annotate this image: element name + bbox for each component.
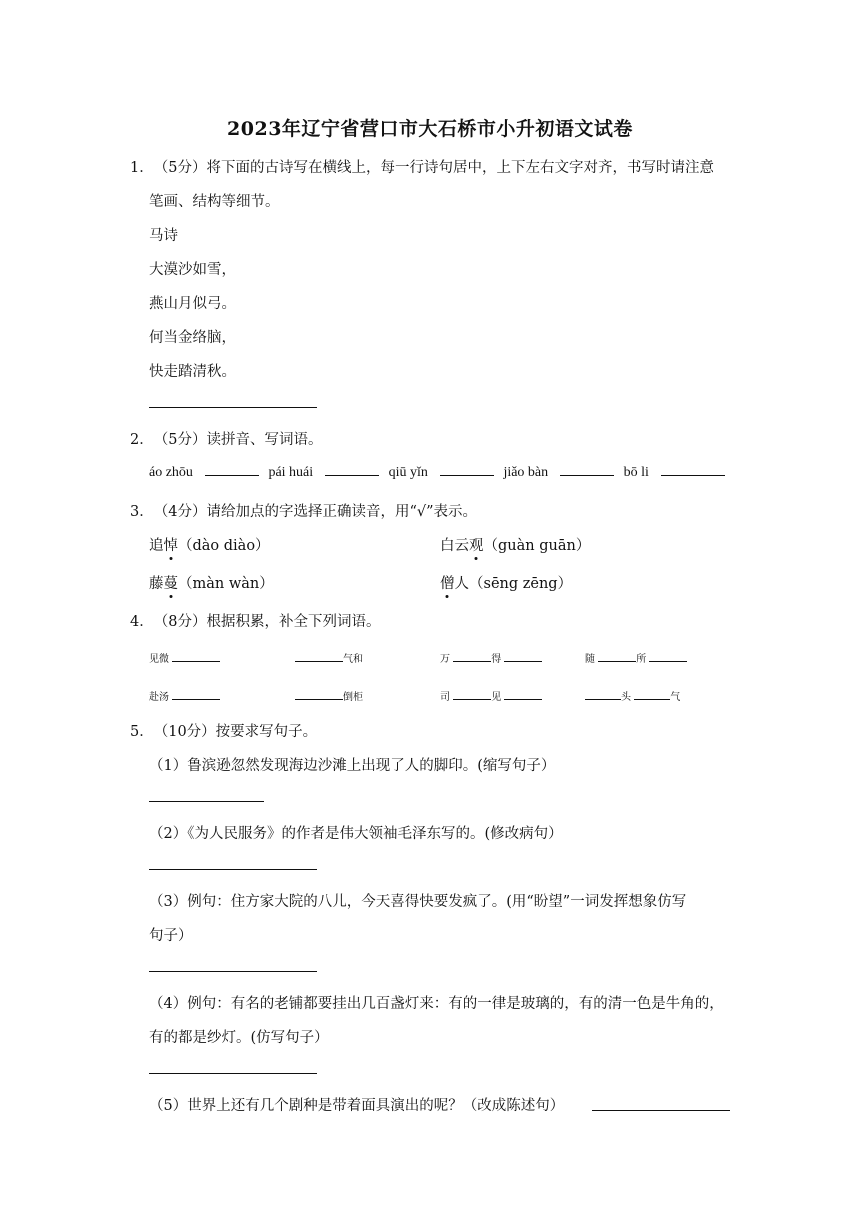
answer-blank[interactable] [295,653,343,662]
poem-line: 何当金络脑， [149,330,236,346]
pinyin: áo zhōu [149,465,193,480]
answer-blank[interactable] [560,463,614,476]
reading-options[interactable]: （màn wàn） [178,576,274,592]
dotted-char: 悼 [164,534,179,555]
answer-blank[interactable] [649,653,687,662]
pinyin: bō li [623,465,649,480]
idiom-item: 赴汤 [149,688,220,703]
question-number: 1． [130,160,154,176]
answer-line[interactable] [149,971,317,972]
dotted-char: 僧 [440,572,455,593]
answer-line[interactable] [149,407,317,408]
sub-question-3: （3）例句：住方家大院的八儿，今天喜得快要发疯了。(用“盼望”一词发挥想象仿写 [149,894,687,910]
poem-title: 马诗 [149,228,178,244]
exam-title: 2023年辽宁省营口市大石桥市小升初语文试卷 [227,118,633,140]
reading-item: 僧人（sēng zēng） [440,572,572,593]
question-number: 2． [130,432,154,448]
idiom-item: 倒柜 [295,688,363,703]
sub-question-1: （1）鲁滨逊忽然发现海边沙滩上出现了人的脚印。(缩写句子） [149,758,556,774]
question-text: （5分）读拼音、写词语。 [153,432,323,448]
answer-line[interactable] [149,1073,317,1074]
pinyin: pái huái [268,465,314,480]
answer-blank[interactable] [172,653,220,662]
idiom-item: 随 所 [585,650,687,665]
sub-question-3-continued: 句子） [149,928,193,944]
answer-blank[interactable] [598,653,636,662]
answer-line[interactable] [149,869,317,870]
sub-question-4: （4）例句：有名的老铺都要挂出几百盏灯来：有的一律是玻璃的，有的清一色是牛角的， [149,996,724,1012]
answer-blank[interactable] [440,463,494,476]
idiom-item: 司 见 [440,688,542,703]
answer-line[interactable] [149,801,264,802]
question-3 [130,500,477,521]
question-text: （8分）根据积累，补全下列词语。 [153,614,381,630]
dotted-char: 蔓 [164,572,179,593]
idiom-item: 万 得 [440,650,542,665]
question-4 [130,610,380,631]
sub-question-4-continued: 有的都是纱灯。(仿写句子） [149,1030,329,1046]
reading-item: 追悼（dào diào） [149,534,270,555]
question-text: （4分）请给加点的字选择正确读音，用“√”表示。 [153,504,478,520]
answer-blank[interactable] [453,653,491,662]
poem-line: 大漠沙如雪， [149,262,236,278]
question-1-continued: 笔画、结构等细节。 [149,194,280,210]
pinyin: jiǎo bàn [503,465,549,480]
reading-item: 藤蔓（màn wàn） [149,572,274,593]
reading-options[interactable]: （guàn guān） [483,538,591,554]
answer-blank[interactable] [504,653,542,662]
answer-blank[interactable] [585,691,621,700]
idiom-item: 头 气 [585,688,680,703]
question-number: 5． [130,724,154,740]
answer-blank[interactable] [295,691,343,700]
answer-blank[interactable] [325,463,379,476]
reading-item: 白云观（guàn guān） [440,534,590,555]
answer-blank[interactable] [634,691,670,700]
answer-blank[interactable] [453,691,491,700]
question-number: 3． [130,504,154,520]
answer-blank[interactable] [661,463,725,476]
question-number: 4． [130,614,154,630]
sub-question-5: （5）世界上还有几个剧种是带着面具演出的呢？（改成陈述句） [149,1098,565,1114]
sub-question-2: （2）《为人民服务》的作者是伟大领袖毛泽东写的。(修改病句） [149,826,563,842]
question-1 [130,156,714,177]
idiom-item: 见微 [149,650,220,665]
dotted-char: 观 [469,534,484,555]
idiom-item: 气和 [295,650,363,665]
question-5 [130,720,317,741]
poem-line: 快走踏清秋。 [149,364,236,380]
answer-blank[interactable] [172,691,220,700]
pinyin-row [149,463,731,481]
question-2 [130,428,322,449]
poem-line: 燕山月似弓。 [149,296,236,312]
pinyin: qiū yǐn [388,465,428,480]
answer-blank[interactable] [504,691,542,700]
reading-options[interactable]: （sēng zēng） [469,576,573,592]
reading-options[interactable]: （dào diào） [178,538,270,554]
question-text: （10分）按要求写句子。 [153,724,318,740]
question-text: （5分）将下面的古诗写在横线上，每一行诗句居中，上下左右文字对齐，书写时请注意 [153,160,714,176]
answer-blank[interactable] [205,463,259,476]
answer-line[interactable] [592,1110,730,1111]
